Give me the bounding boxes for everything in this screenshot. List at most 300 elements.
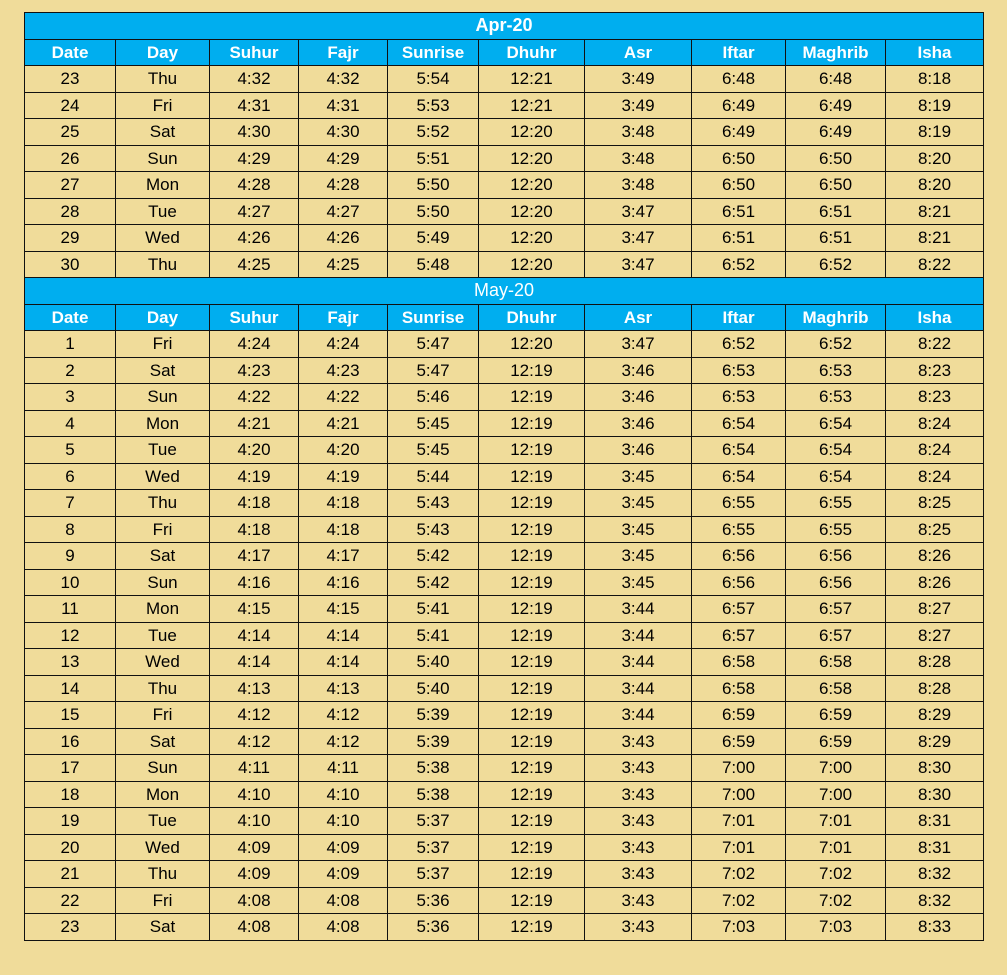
cell-day: Sat (116, 914, 210, 941)
cell-asr: 3:43 (585, 887, 692, 914)
cell-iftar: 6:53 (692, 357, 786, 384)
cell-dhuhr: 12:19 (479, 384, 585, 411)
cell-iftar: 6:55 (692, 516, 786, 543)
cell-isha: 8:26 (886, 569, 984, 596)
cell-fajr: 4:16 (299, 569, 388, 596)
cell-isha: 8:20 (886, 145, 984, 172)
cell-fajr: 4:27 (299, 198, 388, 225)
column-header-row (25, 304, 984, 331)
cell-suhur: 4:26 (210, 225, 299, 252)
cell-sunrise: 5:36 (388, 887, 479, 914)
cell-suhur: 4:14 (210, 622, 299, 649)
cell-fajr: 4:08 (299, 914, 388, 941)
cell-sunrise: 5:42 (388, 543, 479, 570)
col-header-sunrise: Sunrise (388, 304, 479, 331)
cell-date: 14 (25, 675, 116, 702)
table-row (25, 887, 984, 914)
table-row (25, 145, 984, 172)
cell-suhur: 4:09 (210, 861, 299, 888)
cell-asr: 3:44 (585, 596, 692, 623)
cell-day: Mon (116, 781, 210, 808)
cell-sunrise: 5:50 (388, 198, 479, 225)
table-row (25, 808, 984, 835)
cell-isha: 8:24 (886, 463, 984, 490)
cell-asr: 3:43 (585, 914, 692, 941)
table-row (25, 384, 984, 411)
col-header-sunrise: Sunrise (388, 39, 479, 66)
cell-day: Sat (116, 119, 210, 146)
cell-dhuhr: 12:19 (479, 516, 585, 543)
cell-isha: 8:29 (886, 728, 984, 755)
cell-maghrib: 6:50 (786, 145, 886, 172)
cell-suhur: 4:09 (210, 834, 299, 861)
cell-iftar: 7:01 (692, 834, 786, 861)
cell-day: Tue (116, 808, 210, 835)
cell-day: Thu (116, 490, 210, 517)
cell-sunrise: 5:37 (388, 834, 479, 861)
cell-isha: 8:24 (886, 437, 984, 464)
table-row (25, 410, 984, 437)
table-row (25, 251, 984, 278)
cell-iftar: 7:03 (692, 914, 786, 941)
cell-suhur: 4:17 (210, 543, 299, 570)
cell-asr: 3:49 (585, 92, 692, 119)
cell-fajr: 4:10 (299, 781, 388, 808)
cell-isha: 8:27 (886, 596, 984, 623)
cell-date: 20 (25, 834, 116, 861)
col-header-day: Day (116, 39, 210, 66)
cell-sunrise: 5:45 (388, 437, 479, 464)
cell-maghrib: 6:53 (786, 384, 886, 411)
table-row (25, 728, 984, 755)
table-row (25, 357, 984, 384)
cell-isha: 8:21 (886, 198, 984, 225)
cell-maghrib: 6:59 (786, 728, 886, 755)
cell-dhuhr: 12:20 (479, 225, 585, 252)
cell-date: 2 (25, 357, 116, 384)
cell-dhuhr: 12:19 (479, 622, 585, 649)
cell-asr: 3:49 (585, 66, 692, 93)
cell-date: 18 (25, 781, 116, 808)
cell-asr: 3:46 (585, 437, 692, 464)
cell-fajr: 4:32 (299, 66, 388, 93)
cell-maghrib: 6:48 (786, 66, 886, 93)
cell-suhur: 4:12 (210, 728, 299, 755)
cell-iftar: 6:59 (692, 702, 786, 729)
cell-fajr: 4:28 (299, 172, 388, 199)
cell-date: 17 (25, 755, 116, 782)
cell-dhuhr: 12:19 (479, 808, 585, 835)
cell-suhur: 4:30 (210, 119, 299, 146)
cell-dhuhr: 12:19 (479, 357, 585, 384)
table-row (25, 119, 984, 146)
cell-sunrise: 5:52 (388, 119, 479, 146)
table-row (25, 225, 984, 252)
cell-sunrise: 5:36 (388, 914, 479, 941)
cell-iftar: 7:00 (692, 755, 786, 782)
cell-maghrib: 6:52 (786, 331, 886, 358)
cell-fajr: 4:12 (299, 728, 388, 755)
cell-isha: 8:25 (886, 490, 984, 517)
cell-suhur: 4:32 (210, 66, 299, 93)
cell-iftar: 7:01 (692, 808, 786, 835)
table-row (25, 569, 984, 596)
cell-day: Sun (116, 755, 210, 782)
cell-fajr: 4:23 (299, 357, 388, 384)
cell-suhur: 4:08 (210, 887, 299, 914)
cell-maghrib: 7:01 (786, 834, 886, 861)
cell-suhur: 4:22 (210, 384, 299, 411)
cell-sunrise: 5:54 (388, 66, 479, 93)
cell-day: Tue (116, 198, 210, 225)
cell-date: 5 (25, 437, 116, 464)
cell-maghrib: 6:58 (786, 675, 886, 702)
col-header-asr: Asr (585, 39, 692, 66)
cell-date: 4 (25, 410, 116, 437)
cell-suhur: 4:18 (210, 490, 299, 517)
cell-sunrise: 5:44 (388, 463, 479, 490)
cell-date: 22 (25, 887, 116, 914)
cell-iftar: 6:57 (692, 622, 786, 649)
cell-fajr: 4:17 (299, 543, 388, 570)
cell-asr: 3:45 (585, 543, 692, 570)
cell-sunrise: 5:48 (388, 251, 479, 278)
cell-date: 6 (25, 463, 116, 490)
cell-dhuhr: 12:21 (479, 66, 585, 93)
cell-dhuhr: 12:19 (479, 887, 585, 914)
cell-dhuhr: 12:19 (479, 781, 585, 808)
cell-maghrib: 6:50 (786, 172, 886, 199)
cell-asr: 3:48 (585, 172, 692, 199)
cell-dhuhr: 12:20 (479, 145, 585, 172)
cell-maghrib: 6:53 (786, 357, 886, 384)
cell-sunrise: 5:43 (388, 516, 479, 543)
cell-asr: 3:47 (585, 331, 692, 358)
cell-dhuhr: 12:20 (479, 251, 585, 278)
cell-iftar: 6:54 (692, 437, 786, 464)
cell-sunrise: 5:42 (388, 569, 479, 596)
cell-suhur: 4:23 (210, 357, 299, 384)
cell-suhur: 4:13 (210, 675, 299, 702)
cell-suhur: 4:14 (210, 649, 299, 676)
cell-asr: 3:45 (585, 569, 692, 596)
cell-dhuhr: 12:19 (479, 914, 585, 941)
cell-isha: 8:23 (886, 384, 984, 411)
month-section-1 (25, 278, 984, 331)
cell-suhur: 4:08 (210, 914, 299, 941)
month-title: Apr-20 (25, 13, 984, 40)
cell-maghrib: 6:49 (786, 92, 886, 119)
cell-suhur: 4:27 (210, 198, 299, 225)
cell-iftar: 6:50 (692, 172, 786, 199)
cell-sunrise: 5:38 (388, 755, 479, 782)
table-row (25, 622, 984, 649)
cell-fajr: 4:29 (299, 145, 388, 172)
cell-isha: 8:20 (886, 172, 984, 199)
cell-sunrise: 5:39 (388, 702, 479, 729)
cell-iftar: 6:48 (692, 66, 786, 93)
cell-sunrise: 5:38 (388, 781, 479, 808)
cell-maghrib: 6:54 (786, 437, 886, 464)
cell-asr: 3:44 (585, 675, 692, 702)
cell-fajr: 4:14 (299, 649, 388, 676)
cell-asr: 3:46 (585, 357, 692, 384)
cell-sunrise: 5:51 (388, 145, 479, 172)
cell-iftar: 7:02 (692, 861, 786, 888)
cell-maghrib: 6:54 (786, 463, 886, 490)
cell-fajr: 4:19 (299, 463, 388, 490)
month-section-0 (25, 13, 984, 66)
table-row (25, 490, 984, 517)
cell-suhur: 4:31 (210, 92, 299, 119)
cell-sunrise: 5:39 (388, 728, 479, 755)
column-header-row (25, 39, 984, 66)
col-header-date: Date (25, 304, 116, 331)
table-row (25, 516, 984, 543)
cell-maghrib: 6:51 (786, 198, 886, 225)
col-header-suhur: Suhur (210, 39, 299, 66)
cell-asr: 3:45 (585, 490, 692, 517)
table-row (25, 675, 984, 702)
cell-maghrib: 6:55 (786, 516, 886, 543)
cell-sunrise: 5:41 (388, 596, 479, 623)
cell-isha: 8:19 (886, 92, 984, 119)
cell-maghrib: 7:02 (786, 861, 886, 888)
cell-suhur: 4:25 (210, 251, 299, 278)
col-header-suhur: Suhur (210, 304, 299, 331)
cell-date: 30 (25, 251, 116, 278)
cell-maghrib: 6:57 (786, 596, 886, 623)
cell-fajr: 4:31 (299, 92, 388, 119)
col-header-fajr: Fajr (299, 304, 388, 331)
cell-day: Fri (116, 702, 210, 729)
cell-day: Fri (116, 92, 210, 119)
cell-day: Mon (116, 172, 210, 199)
cell-isha: 8:29 (886, 702, 984, 729)
cell-date: 10 (25, 569, 116, 596)
cell-isha: 8:33 (886, 914, 984, 941)
cell-maghrib: 6:59 (786, 702, 886, 729)
cell-fajr: 4:26 (299, 225, 388, 252)
cell-isha: 8:19 (886, 119, 984, 146)
cell-asr: 3:43 (585, 808, 692, 835)
cell-fajr: 4:18 (299, 516, 388, 543)
cell-iftar: 6:51 (692, 225, 786, 252)
cell-suhur: 4:19 (210, 463, 299, 490)
cell-sunrise: 5:53 (388, 92, 479, 119)
cell-date: 23 (25, 914, 116, 941)
cell-iftar: 6:49 (692, 119, 786, 146)
cell-asr: 3:44 (585, 702, 692, 729)
cell-asr: 3:45 (585, 463, 692, 490)
cell-fajr: 4:24 (299, 331, 388, 358)
cell-asr: 3:43 (585, 834, 692, 861)
cell-sunrise: 5:46 (388, 384, 479, 411)
cell-date: 13 (25, 649, 116, 676)
cell-day: Fri (116, 516, 210, 543)
cell-day: Mon (116, 596, 210, 623)
cell-suhur: 4:10 (210, 781, 299, 808)
cell-sunrise: 5:50 (388, 172, 479, 199)
cell-fajr: 4:25 (299, 251, 388, 278)
cell-maghrib: 6:56 (786, 543, 886, 570)
cell-date: 29 (25, 225, 116, 252)
cell-isha: 8:23 (886, 357, 984, 384)
cell-sunrise: 5:40 (388, 675, 479, 702)
cell-dhuhr: 12:21 (479, 92, 585, 119)
cell-dhuhr: 12:19 (479, 410, 585, 437)
cell-iftar: 6:55 (692, 490, 786, 517)
timetable-grid (24, 12, 984, 941)
table-row (25, 861, 984, 888)
cell-fajr: 4:12 (299, 702, 388, 729)
cell-date: 16 (25, 728, 116, 755)
cell-isha: 8:30 (886, 781, 984, 808)
cell-date: 9 (25, 543, 116, 570)
cell-iftar: 6:54 (692, 463, 786, 490)
cell-maghrib: 7:01 (786, 808, 886, 835)
col-header-iftar: Iftar (692, 39, 786, 66)
cell-day: Thu (116, 66, 210, 93)
col-header-fajr: Fajr (299, 39, 388, 66)
cell-asr: 3:44 (585, 649, 692, 676)
cell-iftar: 6:49 (692, 92, 786, 119)
cell-asr: 3:48 (585, 119, 692, 146)
cell-date: 19 (25, 808, 116, 835)
cell-asr: 3:45 (585, 516, 692, 543)
cell-sunrise: 5:37 (388, 808, 479, 835)
cell-date: 3 (25, 384, 116, 411)
cell-dhuhr: 12:19 (479, 463, 585, 490)
cell-date: 8 (25, 516, 116, 543)
cell-isha: 8:22 (886, 251, 984, 278)
cell-sunrise: 5:47 (388, 331, 479, 358)
cell-day: Tue (116, 437, 210, 464)
cell-iftar: 7:02 (692, 887, 786, 914)
cell-maghrib: 6:52 (786, 251, 886, 278)
cell-maghrib: 6:56 (786, 569, 886, 596)
table-row (25, 66, 984, 93)
cell-asr: 3:43 (585, 861, 692, 888)
cell-maghrib: 6:55 (786, 490, 886, 517)
cell-suhur: 4:24 (210, 331, 299, 358)
col-header-iftar: Iftar (692, 304, 786, 331)
cell-fajr: 4:14 (299, 622, 388, 649)
cell-sunrise: 5:45 (388, 410, 479, 437)
col-header-maghrib: Maghrib (786, 304, 886, 331)
cell-dhuhr: 12:19 (479, 543, 585, 570)
table-row (25, 755, 984, 782)
table-row (25, 914, 984, 941)
cell-day: Fri (116, 331, 210, 358)
cell-day: Thu (116, 861, 210, 888)
cell-iftar: 6:51 (692, 198, 786, 225)
table-row (25, 781, 984, 808)
cell-maghrib: 7:00 (786, 781, 886, 808)
cell-isha: 8:18 (886, 66, 984, 93)
cell-date: 27 (25, 172, 116, 199)
table-row (25, 463, 984, 490)
cell-isha: 8:32 (886, 887, 984, 914)
cell-iftar: 6:56 (692, 569, 786, 596)
cell-suhur: 4:11 (210, 755, 299, 782)
cell-isha: 8:27 (886, 622, 984, 649)
cell-asr: 3:44 (585, 622, 692, 649)
cell-date: 11 (25, 596, 116, 623)
cell-day: Wed (116, 463, 210, 490)
cell-day: Sun (116, 384, 210, 411)
month-rows (25, 66, 984, 278)
cell-day: Fri (116, 887, 210, 914)
prayer-timetable (24, 12, 983, 941)
cell-isha: 8:22 (886, 331, 984, 358)
cell-maghrib: 6:51 (786, 225, 886, 252)
cell-asr: 3:47 (585, 251, 692, 278)
cell-fajr: 4:18 (299, 490, 388, 517)
cell-iftar: 6:50 (692, 145, 786, 172)
cell-fajr: 4:20 (299, 437, 388, 464)
cell-asr: 3:43 (585, 781, 692, 808)
cell-maghrib: 6:49 (786, 119, 886, 146)
cell-date: 12 (25, 622, 116, 649)
col-header-asr: Asr (585, 304, 692, 331)
cell-day: Wed (116, 649, 210, 676)
cell-suhur: 4:28 (210, 172, 299, 199)
cell-date: 15 (25, 702, 116, 729)
cell-day: Mon (116, 410, 210, 437)
month-title-row (25, 278, 984, 305)
cell-dhuhr: 12:19 (479, 490, 585, 517)
cell-suhur: 4:20 (210, 437, 299, 464)
cell-day: Sat (116, 357, 210, 384)
cell-fajr: 4:15 (299, 596, 388, 623)
cell-iftar: 6:59 (692, 728, 786, 755)
cell-suhur: 4:10 (210, 808, 299, 835)
col-header-dhuhr: Dhuhr (479, 39, 585, 66)
cell-date: 28 (25, 198, 116, 225)
cell-dhuhr: 12:19 (479, 569, 585, 596)
table-row (25, 172, 984, 199)
cell-day: Wed (116, 834, 210, 861)
cell-iftar: 6:52 (692, 331, 786, 358)
month-rows (25, 331, 984, 941)
cell-date: 1 (25, 331, 116, 358)
cell-sunrise: 5:49 (388, 225, 479, 252)
cell-day: Thu (116, 675, 210, 702)
table-row (25, 331, 984, 358)
cell-asr: 3:47 (585, 198, 692, 225)
cell-suhur: 4:12 (210, 702, 299, 729)
cell-isha: 8:31 (886, 834, 984, 861)
col-header-dhuhr: Dhuhr (479, 304, 585, 331)
cell-maghrib: 6:54 (786, 410, 886, 437)
cell-fajr: 4:22 (299, 384, 388, 411)
cell-suhur: 4:16 (210, 569, 299, 596)
cell-dhuhr: 12:19 (479, 675, 585, 702)
table-row (25, 702, 984, 729)
cell-date: 25 (25, 119, 116, 146)
cell-fajr: 4:09 (299, 861, 388, 888)
cell-dhuhr: 12:20 (479, 172, 585, 199)
cell-dhuhr: 12:19 (479, 649, 585, 676)
cell-asr: 3:47 (585, 225, 692, 252)
cell-dhuhr: 12:19 (479, 702, 585, 729)
cell-dhuhr: 12:20 (479, 119, 585, 146)
cell-fajr: 4:10 (299, 808, 388, 835)
cell-dhuhr: 12:19 (479, 861, 585, 888)
col-header-isha: Isha (886, 39, 984, 66)
cell-suhur: 4:29 (210, 145, 299, 172)
